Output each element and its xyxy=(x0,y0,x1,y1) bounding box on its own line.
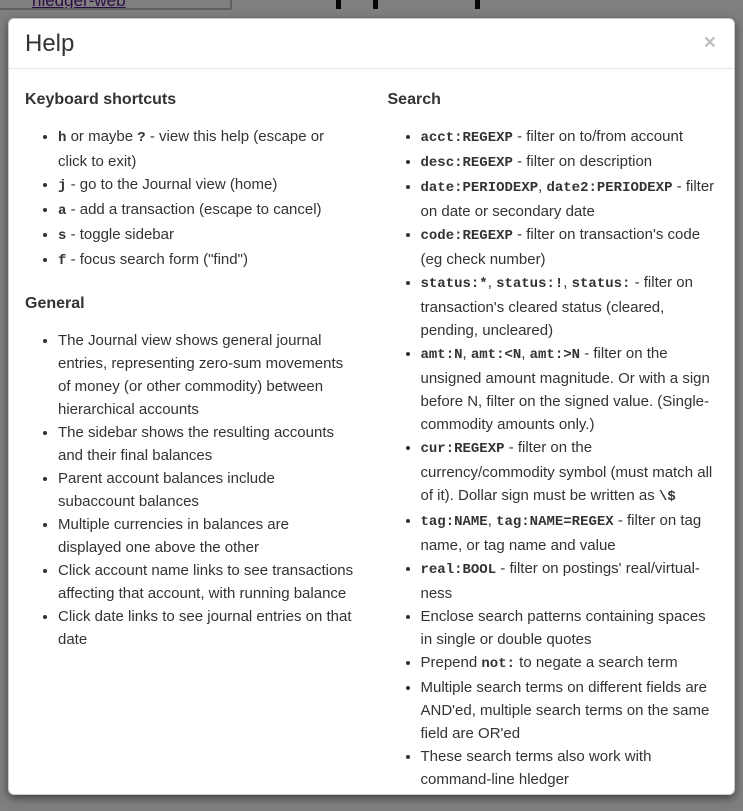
help-item: • Prepend not: to negate a search term xyxy=(421,651,719,676)
modal-title: Help xyxy=(25,30,75,57)
code-term: cur:REGEXP xyxy=(420,441,505,457)
modal-body xyxy=(9,69,734,795)
help-item: • a - add a transaction (escape to cancel) xyxy=(58,198,356,223)
code-term: not: xyxy=(481,656,515,672)
section-heading: Search xyxy=(387,91,441,108)
code-term: real:BOOL xyxy=(420,562,497,578)
help-item: • The sidebar shows the resulting accounts and their final balances xyxy=(58,421,356,467)
help-item: • status:*, status:!, status: - filter on transaction's cleared status (cleared, pending, uncleared) xyxy=(421,271,719,342)
help-item: • acct:REGEXP - filter on to/from account xyxy=(421,125,719,150)
help-item: • s - toggle sidebar xyxy=(58,223,356,248)
code-term: f xyxy=(58,253,67,269)
code-term: h xyxy=(58,130,67,146)
code-term: amt:N xyxy=(420,347,463,363)
help-item: • j - go to the Journal view (home) xyxy=(58,173,356,198)
help-item: • tag:NAME, tag:NAME=REGEX - filter on tag name, or tag name and value xyxy=(421,509,719,557)
code-term: code:REGEXP xyxy=(420,228,513,244)
code-term: status:* xyxy=(420,276,488,292)
help-item: • Multiple search terms on different fields are AND'ed, multiple search terms on the same field are OR'ed xyxy=(421,676,719,745)
code-term: amt:<N xyxy=(470,347,522,363)
modal-header xyxy=(9,19,734,69)
help-item: • amt:N, amt:<N, amt:>N - filter on the unsigned amount magnitude. Or with a sign before N, filter on the signed value. (Single-commodity amounts only.) xyxy=(421,342,719,436)
help-item: • Enclose search patterns containing spaces in single or double quotes xyxy=(421,605,719,651)
help-item: • These search terms also work with command-line hledger xyxy=(421,745,719,791)
help-item: • date:PERIODEXP, date2:PERIODEXP - filter on date or secondary date xyxy=(421,175,719,223)
help-item: • desc:REGEXP - filter on description xyxy=(421,150,719,175)
code-term: j xyxy=(58,178,67,194)
help-item: • f - focus search form ("find") xyxy=(58,248,356,273)
code-term: date:PERIODEXP xyxy=(420,180,539,196)
code-term: a xyxy=(58,203,67,219)
close-icon[interactable]: × xyxy=(703,31,716,54)
code-term: amt:>N xyxy=(529,347,581,363)
code-term: tag:NAME=REGEX xyxy=(496,514,614,530)
code-term: \$ xyxy=(658,489,676,505)
code-term: s xyxy=(58,228,67,244)
code-term: ? xyxy=(137,130,146,146)
help-item: • cur:REGEXP - filter on the currency/commodity symbol (must match all of it). Dollar sign must be written as \$ xyxy=(421,436,719,509)
help-item: • code:REGEXP - filter on transaction's code (eg check number) xyxy=(421,223,719,271)
section-heading: Keyboard shortcuts xyxy=(25,91,177,108)
code-term: date2:PERIODEXP xyxy=(546,180,673,196)
code-term: acct:REGEXP xyxy=(420,130,513,146)
code-term: tag:NAME xyxy=(420,514,488,530)
code-term: status: xyxy=(571,276,631,292)
code-term: status:! xyxy=(496,276,564,292)
help-item: • Click account name links to see transactions affecting that account, with running balance xyxy=(58,559,356,605)
section-heading: General xyxy=(25,295,85,312)
help-item: • h or maybe ? - view this help (escape or click to exit) xyxy=(58,125,356,173)
help-right-column xyxy=(372,69,735,795)
help-item: • The Journal view shows general journal entries, representing zero-sum movements of money (or other commodity) between hierarchical accounts xyxy=(58,329,356,421)
code-term: desc:REGEXP xyxy=(420,155,513,171)
help-item: • Click date links to see journal entries on that date xyxy=(58,605,356,651)
help-item: • Parent account balances include subaccount balances xyxy=(58,467,356,513)
help-item: • Multiple currencies in balances are displayed one above the other xyxy=(58,513,356,559)
bullet-list xyxy=(388,125,719,791)
help-item: • real:BOOL - filter on postings' real/virtual-ness xyxy=(421,557,719,605)
bullet-list xyxy=(25,125,356,273)
help-modal xyxy=(8,18,735,795)
help-left-column xyxy=(9,69,372,685)
bullet-list xyxy=(25,329,356,651)
